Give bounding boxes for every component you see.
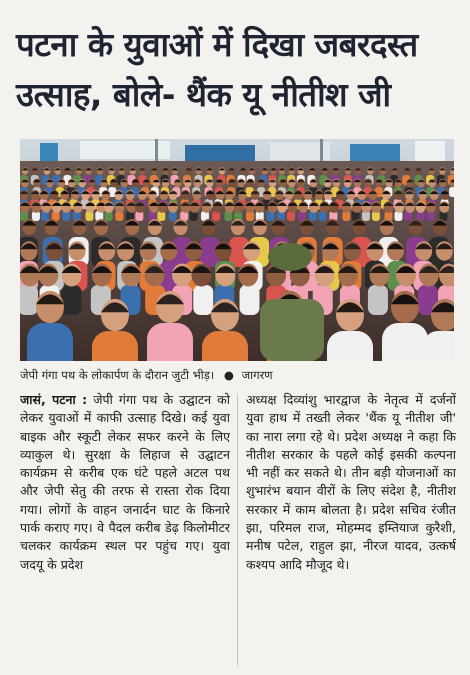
headline [16, 20, 456, 120]
credit-bullet-icon: ● [223, 368, 234, 382]
column-divider [237, 394, 238, 666]
article-column-right [246, 391, 456, 673]
column-right-text: अध्यक्ष दिव्यांशु भारद्वाज के नेतृत्व में दर्जनों युवा हाथ में तख्ती लेकर 'थैंक यू नीतीश जी' का नारा लगा रहे थे। प्रदेश अध्यक्ष ने कहा कि नीतीश सरकार के पहले कोई इसकी कल्पना भी नहीं कर सकते थे। तीन बड़ी योजनाओं का शुभारंभ बयान वीरों के लिए संदेश है, नीतीश सरकार में काम बोलता है। प्रदेश सचिव रंजीत झा, परिमल राज, मोहम्मद इम्तियाज कुरैशी, मनीष पटेल, राहुल झा, नीरज यादव, उत्कर्ष कश्यप आदि मौजूद थे। [246, 392, 456, 572]
caption-text: जेपी गंगा पथ के लोकार्पण के दौरान जुटी भीड़। [20, 368, 215, 382]
dateline: जासं, पटना : [20, 392, 88, 407]
photo-caption [20, 364, 454, 386]
crowd-photo [20, 139, 454, 361]
photo-credit: जागरण [241, 368, 273, 382]
headline-line-1: पटना के युवाओं में दिखा जबरदस्त [16, 25, 418, 64]
headline-line-2: उत्साह, बोले- थैंक यू नीतीश जी [16, 75, 391, 114]
article-column-left [20, 391, 230, 673]
cropped-previous-text [0, 0, 470, 8]
column-left-text: जेपी गंगा पथ के उद्घाटन को लेकर युवाओं में काफी उत्साह दिखे। कई युवा बाइक और स्कूटी लेकर सफर करने के लिए व्याकुल थे। सुरक्षा के लिहाज से उद्घाटन कार्यक्रम से करीब एक घंटे पहले अटल पथ और जेपी सेतु की तरफ से रास्ता रोक दिया गया। लोगों के वाहन जनार्दन घाट के किनारे पार्क कराए गए। वे पैदल करीब डेढ़ किलोमीटर चलकर कार्यक्रम स्थल पर पहुंच गए। युवा जदयू के प्रदेश [20, 392, 230, 572]
